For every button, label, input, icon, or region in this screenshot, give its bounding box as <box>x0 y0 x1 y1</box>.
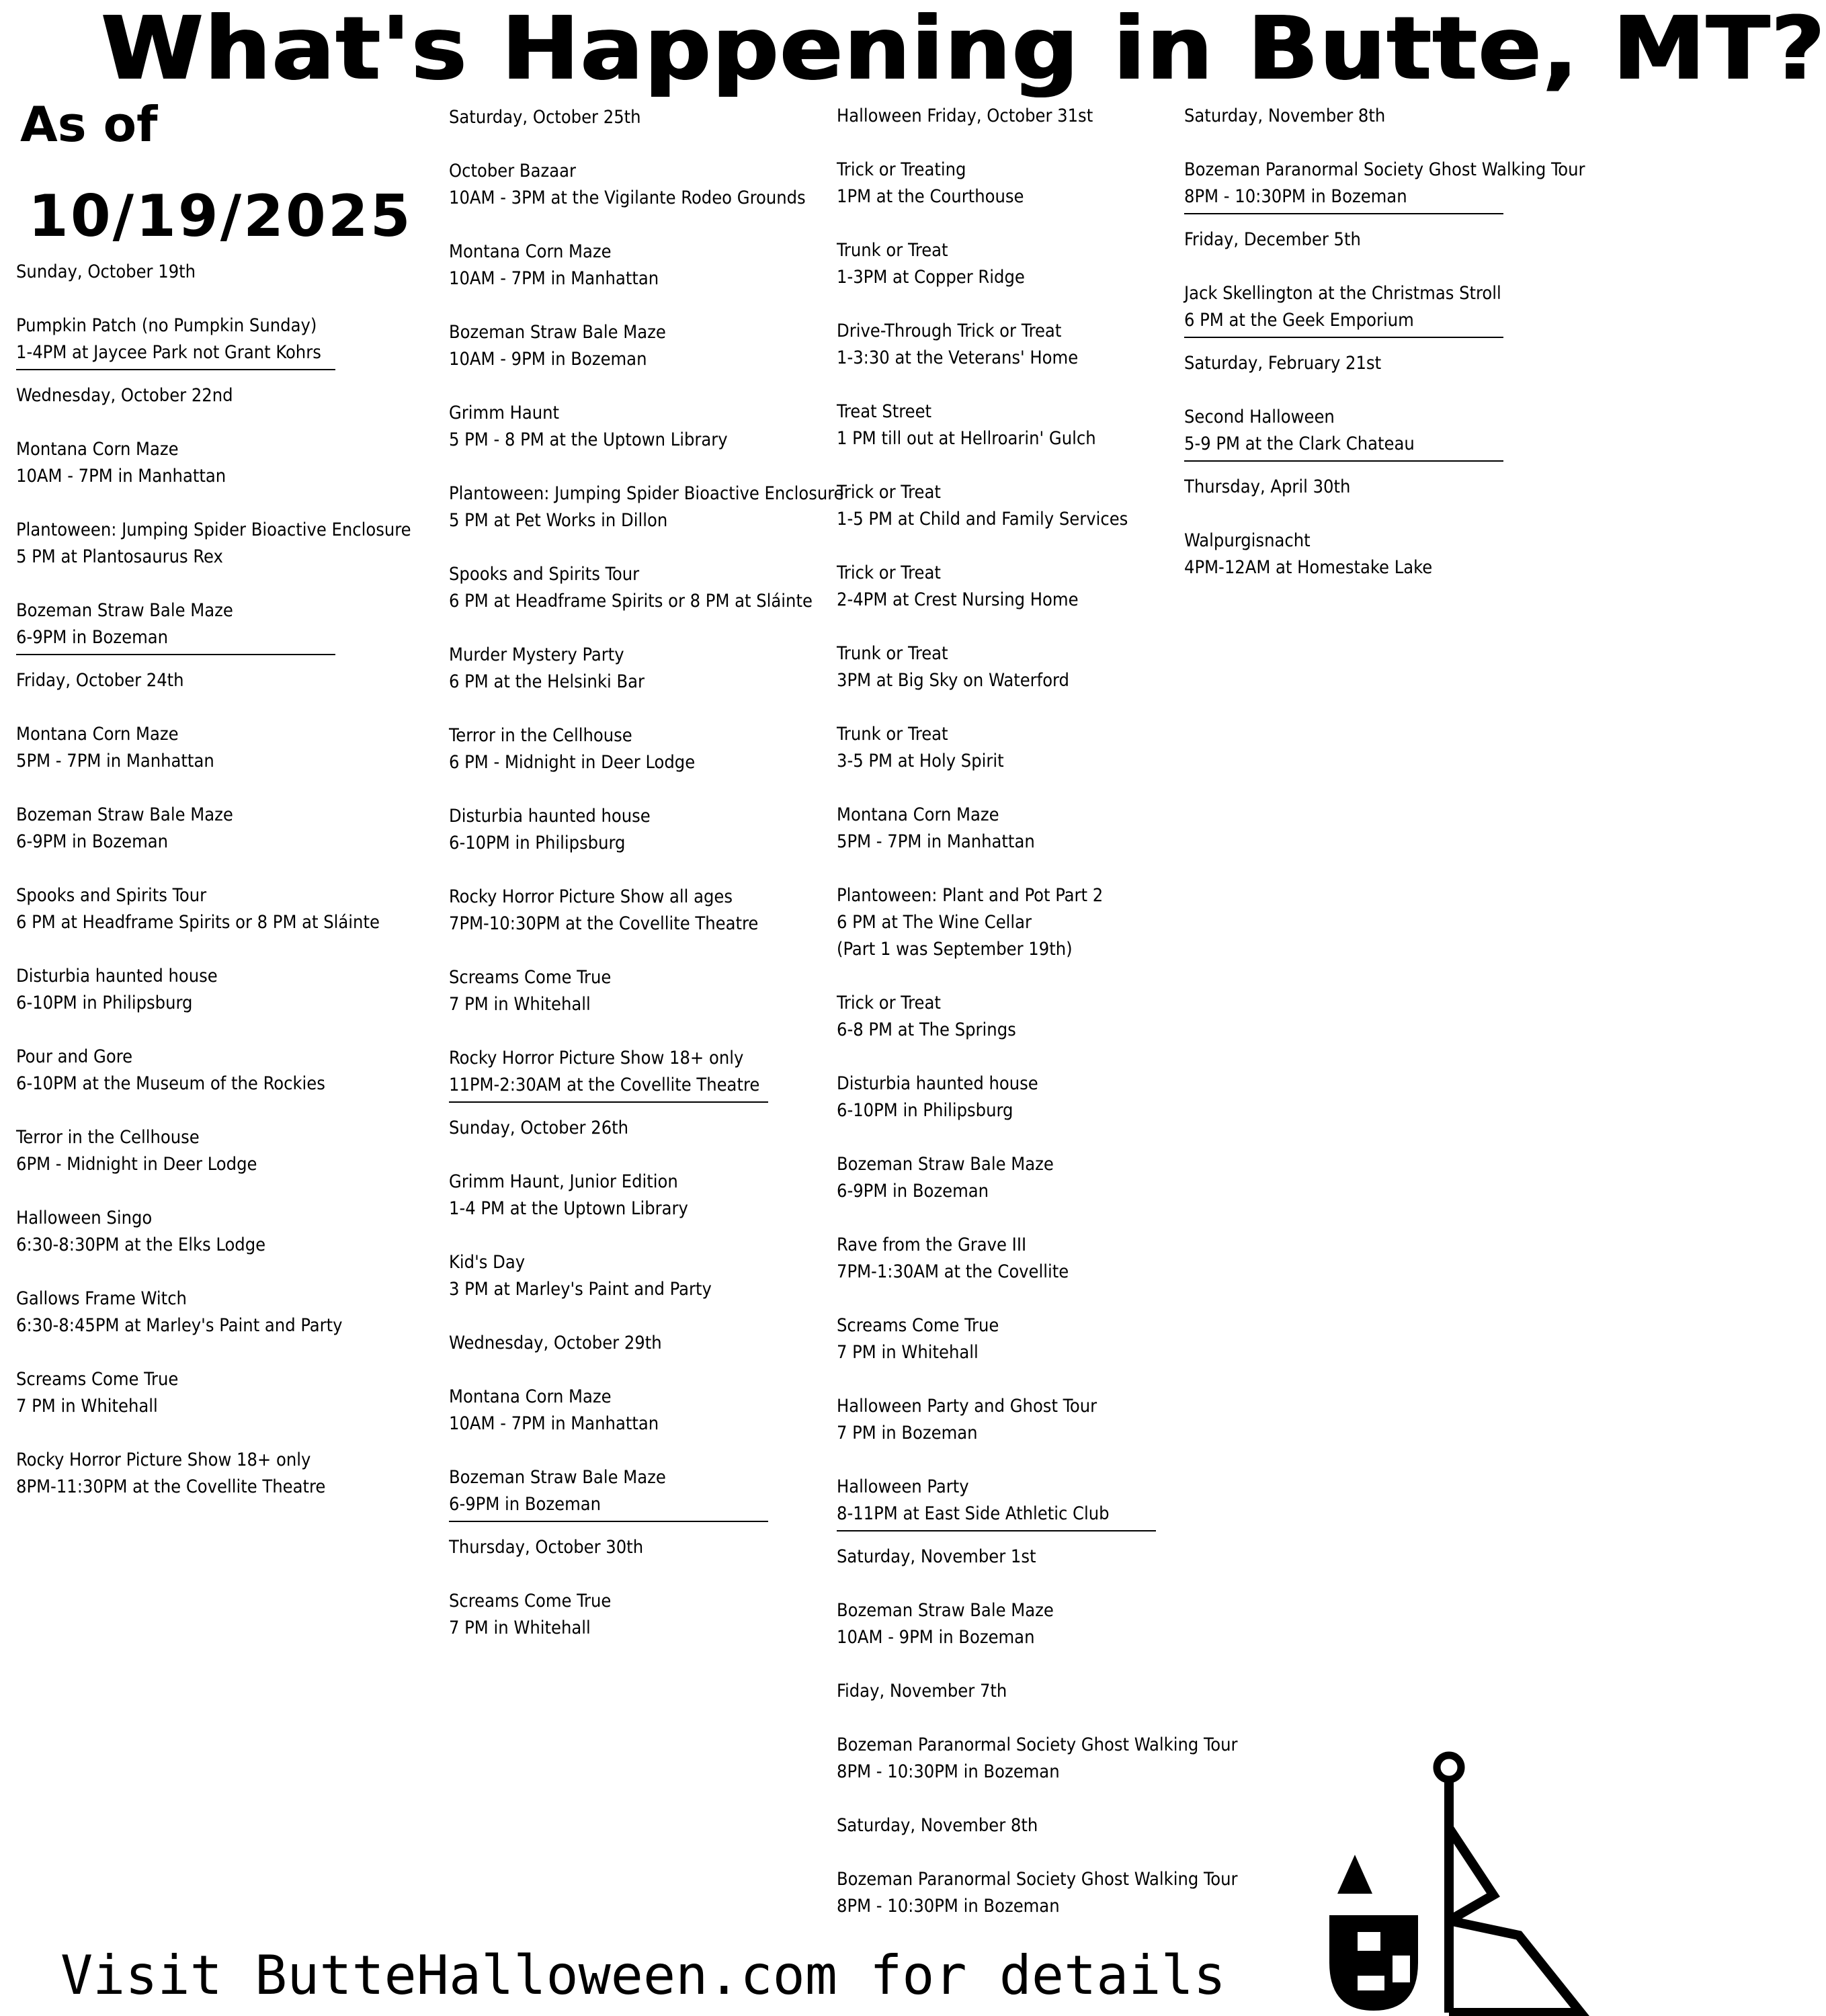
event-name: Trunk or Treat <box>837 724 948 745</box>
event-name: Grimm Haunt, Junior Edition <box>449 1171 678 1192</box>
event-name: Trick or Treat <box>837 562 941 583</box>
event-details: 5PM - 7PM in Manhattan <box>837 831 1035 852</box>
event-date-heading: Friday, December 5th <box>1184 229 1361 250</box>
event-item <box>449 400 825 454</box>
event-details: 6:30-8:30PM at the Elks Lodge <box>16 1234 266 1255</box>
event-name: Spooks and Spirits Tour <box>16 885 207 906</box>
event-name: Rave from the Grave III <box>837 1234 1027 1255</box>
event-details: 6PM - Midnight in Deer Lodge <box>16 1154 257 1175</box>
event-details: 5-9 PM at the Clark Chateau <box>1184 433 1415 454</box>
event-name: Screams Come True <box>837 1315 999 1336</box>
event-name: Screams Come True <box>16 1369 179 1390</box>
event-name: Plantoween: Jumping Spider Bioactive Enclosure <box>16 519 411 540</box>
event-name: Trunk or Treat <box>837 240 948 261</box>
event-item <box>837 1232 1213 1286</box>
event-name: Bozeman Straw Bale Maze <box>837 1600 1054 1621</box>
event-item <box>16 882 392 936</box>
section-divider <box>1184 213 1503 214</box>
event-date-heading: Fiday, November 7th <box>837 1681 1007 1702</box>
event-details: 1-4PM at Jaycee Park not Grant Kohrs <box>16 342 321 363</box>
event-name: Montana Corn Maze <box>16 724 179 745</box>
event-details: 10AM - 7PM in Manhattan <box>449 268 659 289</box>
section-divider <box>16 654 335 655</box>
event-name: Halloween Singo <box>16 1208 153 1228</box>
event-date-heading: Saturday, November 1st <box>837 1546 1036 1567</box>
event-date-heading: Thursday, October 30th <box>449 1537 644 1558</box>
event-item <box>837 1070 1213 1124</box>
event-details: 6-10PM in Philipsburg <box>16 993 193 1013</box>
event-date-heading: Wednesday, October 29th <box>449 1333 662 1353</box>
event-name: Screams Come True <box>449 1591 612 1611</box>
event-details: 6 PM at the Helsinki Bar <box>449 671 645 692</box>
event-name: Walpurgisnacht <box>1184 530 1311 551</box>
event-item <box>449 642 825 696</box>
event-details: 8PM - 10:30PM in Bozeman <box>1184 186 1407 207</box>
event-details: 6-9PM in Bozeman <box>16 831 169 852</box>
event-details: 1PM at the Courthouse <box>837 186 1024 207</box>
event-details: 2-4PM at Crest Nursing Home <box>837 589 1079 610</box>
event-name: Disturbia haunted house <box>837 1073 1038 1094</box>
event-item <box>449 561 825 615</box>
event-item <box>837 157 1213 210</box>
event-item <box>837 1312 1213 1366</box>
event-details: 1-3PM at Copper Ridge <box>837 267 1025 288</box>
event-name: Montana Corn Maze <box>449 1386 612 1407</box>
event-item <box>16 1366 392 1420</box>
event-name: Spooks and Spirits Tour <box>449 564 640 585</box>
event-column-2 <box>449 104 844 1669</box>
event-details: 5 PM at Plantosaurus Rex <box>16 546 223 567</box>
event-item <box>16 1205 392 1259</box>
event-item <box>449 1384 825 1437</box>
event-details: 7PM-10:30PM at the Covellite Theatre <box>449 913 759 934</box>
event-details: 3-5 PM at Holy Spirit <box>837 751 1004 771</box>
event-details: 7 PM in Whitehall <box>449 1618 591 1638</box>
event-item <box>16 963 392 1017</box>
event-name: Plantoween: Plant and Pot Part 2 <box>837 885 1104 906</box>
event-name: Kid's Day <box>449 1252 526 1273</box>
event-details: 6 PM - Midnight in Deer Lodge <box>449 752 696 773</box>
event-details: 8PM-11:30PM at the Covellite Theatre <box>16 1476 326 1497</box>
event-name: Trick or Treat <box>837 993 941 1013</box>
section-divider <box>1184 460 1503 462</box>
event-details: (Part 1 was September 19th) <box>837 939 1073 960</box>
event-details: 7 PM in Bozeman <box>837 1423 978 1443</box>
event-item <box>837 398 1213 452</box>
event-name: Terror in the Cellhouse <box>16 1127 200 1148</box>
event-name: Montana Corn Maze <box>16 439 179 460</box>
event-name: Pumpkin Patch (no Pumpkin Sunday) <box>16 315 317 336</box>
event-item <box>837 721 1213 775</box>
event-details: 5PM - 7PM in Manhattan <box>16 751 214 771</box>
event-item <box>449 884 825 937</box>
event-column-4 <box>1184 103 1585 608</box>
event-item <box>837 479 1213 533</box>
event-details: 6 PM at Headframe Spirits or 8 PM at Sláinte <box>16 912 380 933</box>
event-item <box>837 560 1213 614</box>
event-name: Bozeman Straw Bale Maze <box>837 1154 1054 1175</box>
event-item <box>16 1124 392 1178</box>
event-item <box>16 1286 392 1339</box>
event-name: Second Halloween <box>1184 407 1335 427</box>
event-item <box>837 640 1213 694</box>
event-name: Halloween Party and Ghost Tour <box>837 1396 1097 1417</box>
event-item <box>16 721 392 775</box>
section-divider <box>16 369 335 370</box>
event-item <box>837 802 1213 855</box>
event-name: Halloween Party <box>837 1476 969 1497</box>
event-date-heading: Saturday, October 25th <box>449 107 641 128</box>
as-of-label: As of <box>20 96 158 153</box>
event-name: Bozeman Paranormal Society Ghost Walking Tour <box>1184 159 1585 180</box>
section-divider <box>837 1530 1156 1531</box>
event-item <box>449 158 825 212</box>
section-divider <box>449 1521 768 1522</box>
event-item <box>449 1045 825 1099</box>
event-item <box>837 1474 1213 1527</box>
event-details: 6 PM at the Geek Emporium <box>1184 310 1414 331</box>
event-details: 7 PM in Whitehall <box>449 994 591 1015</box>
event-item <box>837 1151 1213 1205</box>
event-item <box>837 237 1213 291</box>
event-item <box>449 722 825 776</box>
event-name: Bozeman Straw Bale Maze <box>449 322 666 343</box>
event-name: Disturbia haunted house <box>449 806 651 827</box>
event-name: Pour and Gore <box>16 1046 133 1067</box>
event-column-1 <box>16 259 411 1527</box>
event-details: 3 PM at Marley's Paint and Party <box>449 1279 712 1300</box>
event-name: Montana Corn Maze <box>449 241 612 262</box>
event-name: Trick or Treat <box>837 482 941 503</box>
event-details: 5 PM at Pet Works in Dillon <box>449 510 668 531</box>
event-date-heading: Saturday, November 8th <box>837 1815 1038 1836</box>
event-details: 6-8 PM at The Springs <box>837 1019 1016 1040</box>
event-item <box>837 1393 1213 1447</box>
event-date-heading: Saturday, February 21st <box>1184 353 1382 374</box>
event-date-heading: Wednesday, October 22nd <box>16 385 233 406</box>
event-item <box>1184 280 1561 334</box>
event-name: Drive-Through Trick or Treat <box>837 321 1062 341</box>
event-details: 7 PM in Whitehall <box>16 1396 158 1417</box>
event-item <box>449 964 825 1018</box>
event-item <box>449 319 825 373</box>
event-name: Bozeman Straw Bale Maze <box>16 600 233 621</box>
event-name: Disturbia haunted house <box>16 966 218 986</box>
event-details: 6-10PM in Philipsburg <box>837 1100 1013 1121</box>
event-item <box>449 803 825 857</box>
event-item <box>837 1732 1238 1786</box>
event-name: Grimm Haunt <box>449 403 560 423</box>
event-item <box>16 802 392 855</box>
event-item <box>16 312 392 366</box>
event-item <box>449 1249 825 1303</box>
event-details: 6-9PM in Bozeman <box>16 627 169 648</box>
event-item <box>837 1597 1213 1651</box>
event-details: 6-10PM at the Museum of the Rockies <box>16 1073 325 1094</box>
section-divider <box>1184 337 1503 338</box>
event-item <box>837 882 1213 963</box>
event-item <box>1184 157 1585 210</box>
event-details: 5 PM - 8 PM at the Uptown Library <box>449 429 728 450</box>
event-details: 10AM - 9PM in Bozeman <box>449 349 647 370</box>
event-item <box>16 597 392 651</box>
event-item <box>16 1044 392 1097</box>
event-item <box>449 1588 825 1642</box>
event-details: 4PM-12AM at Homestake Lake <box>1184 557 1433 578</box>
event-item <box>449 1169 825 1222</box>
event-name: Jack Skellington at the Christmas Stroll <box>1184 283 1501 304</box>
event-details: 6-10PM in Philipsburg <box>449 833 626 853</box>
event-item <box>1184 528 1561 581</box>
event-date-heading: Sunday, October 19th <box>16 261 196 282</box>
event-name: Treat Street <box>837 401 932 422</box>
event-details: 6 PM at Headframe Spirits or 8 PM at Sláinte <box>449 591 813 612</box>
event-name: Bozeman Paranormal Society Ghost Walking Tour <box>837 1734 1238 1755</box>
event-details: 1-4 PM at the Uptown Library <box>449 1198 688 1219</box>
event-item <box>837 1866 1238 1920</box>
event-item <box>16 436 392 490</box>
event-name: Bozeman Straw Bale Maze <box>449 1467 666 1488</box>
event-details: 10AM - 9PM in Bozeman <box>837 1627 1035 1648</box>
event-date-heading: Friday, October 24th <box>16 670 184 691</box>
event-date-heading: Saturday, November 8th <box>1184 106 1386 126</box>
event-name: Montana Corn Maze <box>837 804 999 825</box>
event-item <box>16 1447 392 1501</box>
event-name: October Bazaar <box>449 161 576 181</box>
event-details: 10AM - 7PM in Manhattan <box>449 1413 659 1434</box>
event-name: Plantoween: Jumping Spider Bioactive Enclosure <box>449 483 844 504</box>
event-details: 10AM - 7PM in Manhattan <box>16 466 226 487</box>
event-item <box>837 990 1213 1044</box>
event-details: 8-11PM at East Side Athletic Club <box>837 1503 1110 1524</box>
event-name: Bozeman Paranormal Society Ghost Walking Tour <box>837 1869 1238 1890</box>
event-details: 8PM - 10:30PM in Bozeman <box>837 1896 1060 1917</box>
event-details: 8PM - 10:30PM in Bozeman <box>837 1761 1060 1782</box>
event-details: 7PM-1:30AM at the Covellite <box>837 1261 1069 1282</box>
event-date-heading: Thursday, April 30th <box>1184 476 1351 497</box>
event-name: Trunk or Treat <box>837 643 948 664</box>
event-details: 10AM - 3PM at the Vigilante Rodeo Grounds <box>449 187 806 208</box>
event-item <box>449 239 825 292</box>
event-details: 1-3:30 at the Veterans' Home <box>837 347 1079 368</box>
event-item <box>449 480 844 534</box>
event-name: Gallows Frame Witch <box>16 1288 187 1309</box>
event-date-heading: Halloween Friday, October 31st <box>837 106 1093 126</box>
event-details: 1-5 PM at Child and Family Services <box>837 509 1128 530</box>
event-column-3 <box>837 103 1238 1947</box>
page-title: What's Happening in Butte, MT? <box>101 0 1826 99</box>
event-name: Murder Mystery Party <box>449 644 624 665</box>
section-divider <box>449 1101 768 1103</box>
event-name: Rocky Horror Picture Show 18+ only <box>449 1048 744 1068</box>
event-date-heading: Sunday, October 26th <box>449 1118 629 1138</box>
event-details: 11PM-2:30AM at the Covellite Theatre <box>449 1075 760 1095</box>
event-details: 6 PM at The Wine Cellar <box>837 912 1032 933</box>
event-name: Screams Come True <box>449 967 612 988</box>
event-item <box>16 517 411 571</box>
event-details: 6-9PM in Bozeman <box>449 1494 601 1515</box>
event-item <box>449 1464 825 1518</box>
event-details: 1 PM till out at Hellroarin' Gulch <box>837 428 1096 449</box>
event-details: 7 PM in Whitehall <box>837 1342 979 1363</box>
event-details: 6:30-8:45PM at Marley's Paint and Party <box>16 1315 343 1336</box>
event-name: Rocky Horror Picture Show 18+ only <box>16 1450 311 1470</box>
as-of-date: 10/19/2025 <box>28 183 413 250</box>
event-details: 3PM at Big Sky on Waterford <box>837 670 1069 691</box>
footer-link-text: Visit ButteHalloween.com for details <box>60 1944 1226 2007</box>
event-name: Trick or Treating <box>837 159 966 180</box>
event-item <box>1184 404 1561 458</box>
event-name: Bozeman Straw Bale Maze <box>16 804 233 825</box>
event-name: Rocky Horror Picture Show all ages <box>449 886 733 907</box>
event-name: Terror in the Cellhouse <box>449 725 632 746</box>
event-item <box>837 318 1213 372</box>
event-details: 6-9PM in Bozeman <box>837 1181 989 1202</box>
jack-o-lantern-logo <box>1317 1747 1586 2016</box>
